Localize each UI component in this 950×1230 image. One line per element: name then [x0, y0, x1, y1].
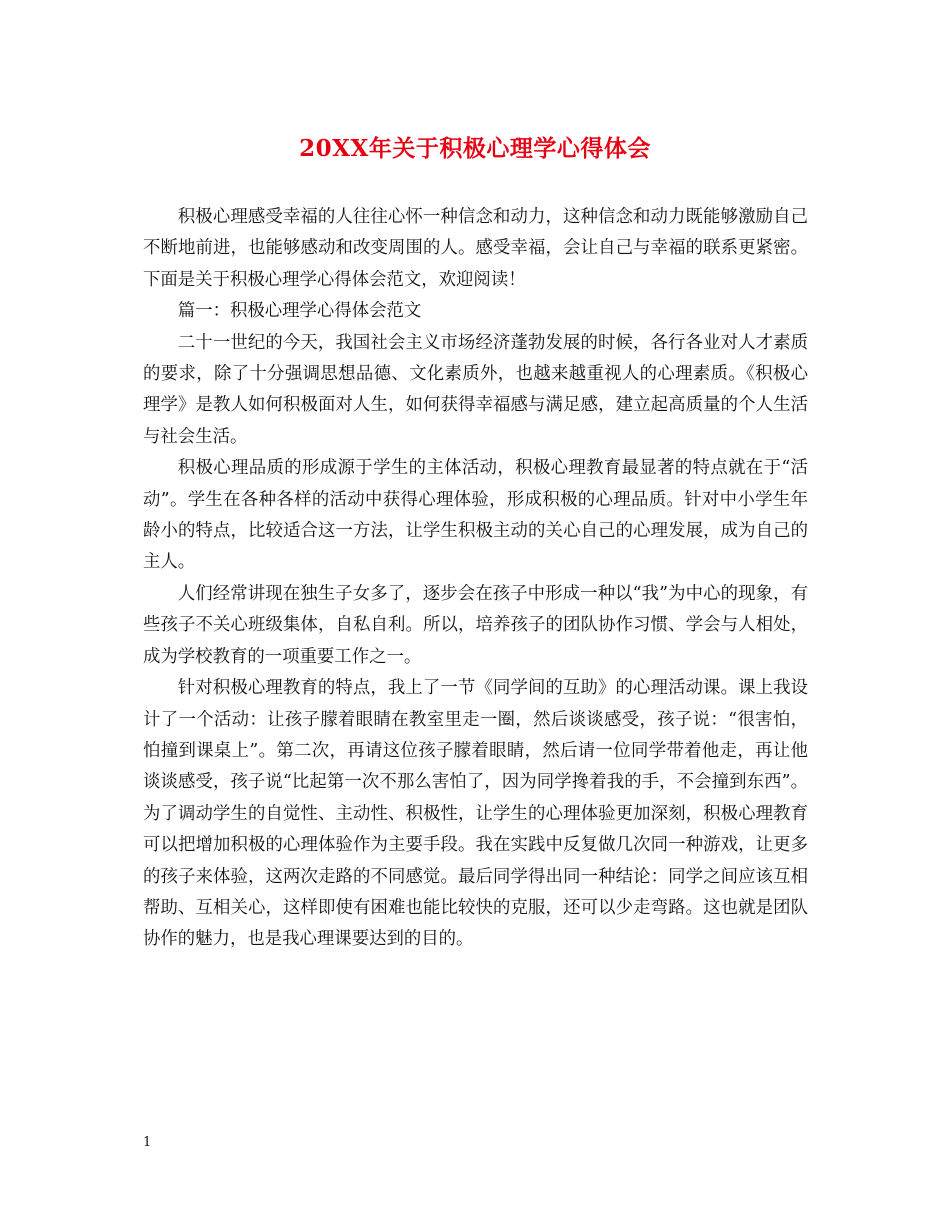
paragraph-class-example: 针对积极心理教育的特点，我上了一节《同学间的互助》的心理活动课。课上我设计了一个活动：让孩子朦着眼睛在教室里走一圈，然后谈谈感受，孩子说：“很害怕，怕撞到课桌上”。第二次，再请这位孩子朦着眼睛，然后请一位同学带着他走，再让他谈谈感受，孩子说“比起第一次不那么害怕了，因为同学搀着我的手，不会撞到东西”。为了调动学生的自觉性、主动性、积极性，让学生的心理体验更加深刻，积极心理教育可以把增加积极的心理体验作为主要手段。我在实践中反复做几次同一种游戏，让更多的孩子来体验，这两次走路的不同感觉。最后同学得出同一种结论：同学之间应该互相帮助、互相关心，这样即使有困难也能比较快的克服，还可以少走弯路。这也就是团队协作的魅力，也是我心理课要达到的目的。 [143, 678, 808, 950]
paragraph-context: 二十一世纪的今天，我国社会主义市场经济蓬勃发展的时候，各行各业对人才素质的要求，除了十分强调思想品德、文化素质外，也越来越重视人的心理素质。《积极心理学》是教人如何积极面对人生，如何获得幸福感与满足感，建立起高质量的个人生活与社会生活。 [143, 332, 808, 447]
paragraph-intro: 积极心理感受幸福的人往往心怀一种信念和动力，这种信念和动力既能够激励自己不断地前进，也能够感动和改变周围的人。感受幸福，会让自己与幸福的联系更紧密。下面是关于积极心理学心得体会范文，欢迎阅读！ [143, 207, 808, 290]
page-number: 1 [143, 1135, 152, 1150]
document-body [143, 202, 808, 956]
paragraph-section-heading: 篇一：积极心理学心得体会范文 [177, 301, 422, 322]
paragraph-activity: 积极心理品质的形成源于学生的主体活动，积极心理教育最显著的特点就在于“活动”。学生在各种各样的活动中获得心理体验，形成积极的心理品质。针对中小学生年龄小的特点，比较适合这一方法，让学生积极主动的关心自己的心理发展，成为自己的主人。 [143, 458, 808, 573]
paragraph-only-child: 人们经常讲现在独生子女多了，逐步会在孩子中形成一种以“我”为中心的现象，有些孩子不关心班级集体，自私自利。所以，培养孩子的团队协作习惯、学会与人相处，成为学校教育的一项重要工作之一。 [143, 583, 808, 667]
document-title: 20XX年关于积极心理学心得体会 [299, 135, 651, 162]
